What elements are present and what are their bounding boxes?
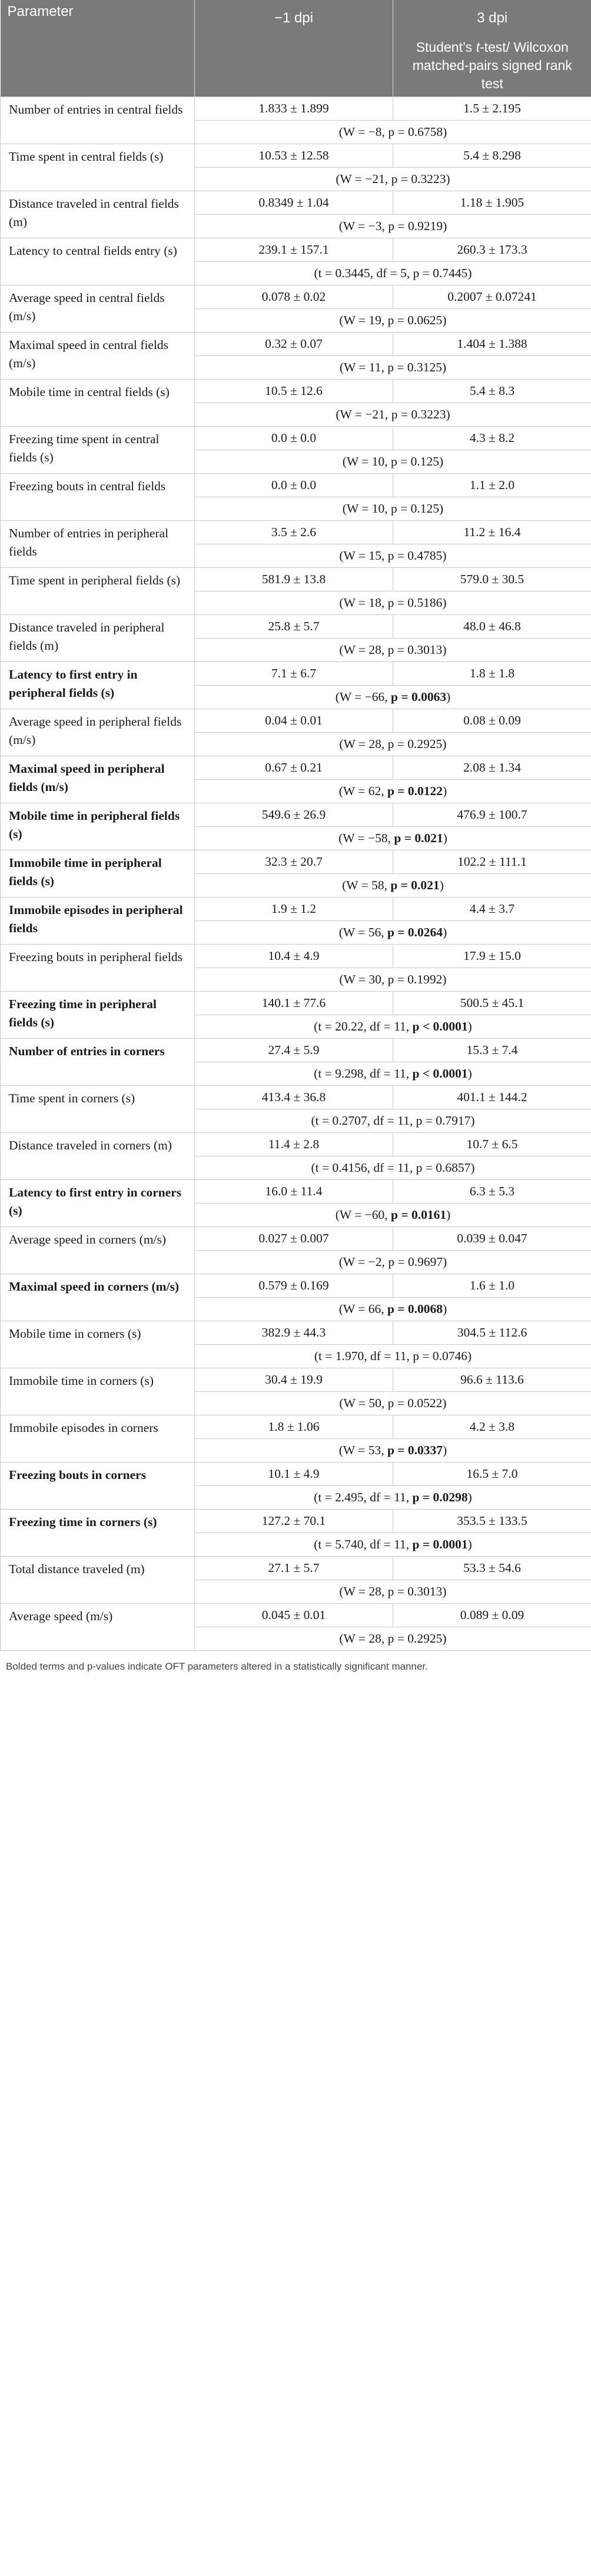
test-statistic-close: ) (467, 1348, 472, 1363)
test-statistic-text: (W = 58, (342, 877, 391, 892)
parameter-label: Average speed in central fields (m/s) (1, 285, 195, 332)
test-statistic-close: ) (467, 1490, 472, 1504)
value-minus1-dpi: 549.6 ± 26.9 (195, 803, 393, 826)
test-statistic-close: ) (442, 1631, 447, 1646)
p-value: p = 0.9219 (388, 218, 443, 233)
p-value: p = 0.3013 (387, 1584, 443, 1598)
test-statistic (195, 1297, 591, 1321)
table-row (1, 191, 591, 214)
value-3-dpi: 4.3 ± 8.2 (393, 426, 591, 450)
table-row (1, 285, 591, 308)
p-value: p = 0.0063 (391, 689, 447, 704)
value-3-dpi: 1.5 ± 2.195 (393, 97, 591, 120)
test-statistic-text: (t = 1.970, df = 11, (314, 1348, 413, 1363)
value-minus1-dpi: 10.53 ± 12.58 (195, 144, 393, 167)
table-row (1, 238, 591, 261)
table-row (1, 897, 591, 920)
test-statistic-text: (W = 66, (338, 1301, 387, 1316)
test-statistic-close: ) (442, 548, 447, 563)
table-row (1, 1274, 591, 1297)
value-3-dpi: 4.4 ± 3.7 (393, 897, 591, 920)
parameter-label: Freezing time in corners (s) (1, 1509, 195, 1556)
test-statistic (195, 1485, 591, 1509)
value-minus1-dpi: 32.3 ± 20.7 (195, 850, 393, 873)
value-minus1-dpi: 0.0 ± 0.0 (195, 426, 393, 450)
parameter-label: Mobile time in corners (s) (1, 1321, 195, 1368)
test-statistic-close: ) (442, 313, 447, 327)
value-minus1-dpi: 10.5 ± 12.6 (195, 379, 393, 403)
value-minus1-dpi: 25.8 ± 5.7 (195, 614, 393, 638)
test-statistic-close: ) (446, 1207, 451, 1222)
parameter-label: Number of entries in corners (1, 1038, 195, 1085)
test-statistic (195, 214, 591, 238)
test-statistic-text: (W = −58, (338, 830, 394, 845)
test-statistic (195, 1344, 591, 1368)
parameter-label: Time spent in corners (s) (1, 1085, 195, 1132)
p-value: p = 0.3013 (387, 642, 443, 657)
p-value: p = 0.0068 (387, 1301, 443, 1316)
test-statistic-text: (t = 0.3445, df = 5, (314, 265, 413, 280)
p-value: p = 0.125 (391, 501, 440, 516)
test-statistic-text: (W = −21, (336, 407, 391, 421)
p-value: p = 0.3125 (387, 360, 442, 374)
test-statistic-close: ) (443, 124, 447, 139)
table-row (1, 567, 591, 591)
p-value: p = 0.3223 (391, 407, 446, 421)
test-statistic-close: ) (442, 595, 447, 610)
table-body (1, 97, 591, 1650)
parameter-label: Number of entries in peripheral fields (1, 520, 195, 567)
table-footnote: Bolded terms and p-values indicate OFT parameters altered in a statistically significant manner. (6, 1660, 428, 1672)
p-value: p = 0.4785 (387, 548, 443, 563)
test-statistic-close: ) (442, 736, 447, 751)
value-minus1-dpi: 1.8 ± 1.06 (195, 1415, 393, 1438)
value-3-dpi: 11.2 ± 16.4 (393, 520, 591, 544)
test-statistic (195, 1391, 591, 1415)
table-row (1, 426, 591, 450)
test-statistic-text: (W = 53, (338, 1442, 387, 1457)
test-statistic-close: ) (443, 783, 447, 798)
value-minus1-dpi: 0.078 ± 0.02 (195, 285, 393, 308)
test-statistic (195, 167, 591, 191)
test-statistic-text: (W = 10, (342, 501, 391, 516)
p-value: p = 0.2925 (387, 1631, 443, 1646)
test-statistic-close: ) (467, 265, 472, 280)
test-statistic-close: ) (443, 1442, 447, 1457)
value-3-dpi: 1.404 ± 1.388 (393, 332, 591, 355)
test-statistic-close: ) (439, 501, 444, 516)
value-minus1-dpi: 0.579 ± 0.169 (195, 1274, 393, 1297)
test-statistic (195, 403, 591, 426)
value-3-dpi: 500.5 ± 45.1 (393, 991, 591, 1015)
test-statistic-text: (W = −8, (338, 124, 389, 139)
test-statistic (195, 1015, 591, 1038)
value-3-dpi: 260.3 ± 173.3 (393, 238, 591, 261)
value-3-dpi: 17.9 ± 15.0 (393, 944, 591, 968)
parameter-label: Average speed in peripheral fields (m/s) (1, 709, 195, 756)
table-row (1, 1132, 591, 1156)
test-statistic-text: (W = −3, (338, 218, 389, 233)
table-row (1, 1321, 591, 1344)
header-minus1-dpi: −1 dpi (195, 0, 393, 35)
test-statistic (195, 1156, 591, 1179)
test-statistic-close: ) (439, 877, 444, 892)
p-value: p = 0.0625 (387, 313, 443, 327)
table-row (1, 97, 591, 120)
test-statistic-close: ) (442, 1584, 447, 1598)
header-test-post: -test/ Wilcoxon matched-pairs signed rank test (412, 39, 572, 92)
table-row (1, 1603, 591, 1627)
test-statistic (195, 261, 591, 285)
test-statistic-text: (W = 15, (339, 548, 388, 563)
test-statistic (195, 1580, 591, 1603)
test-statistic (195, 308, 591, 332)
value-3-dpi: 304.5 ± 112.6 (393, 1321, 591, 1344)
test-statistic-close: ) (443, 925, 447, 939)
p-value: p = 0.0298 (412, 1490, 468, 1504)
test-statistic-text: (W = −60, (335, 1207, 391, 1222)
test-statistic-close: ) (446, 407, 450, 421)
p-value: p < 0.0001 (412, 1019, 468, 1033)
value-3-dpi: 0.08 ± 0.09 (393, 709, 591, 732)
test-statistic (195, 120, 591, 144)
test-statistic-text: (t = 9.298, df = 11, (314, 1066, 413, 1081)
parameter-label: Freezing time in peripheral fields (s) (1, 991, 195, 1038)
test-statistic-close: ) (470, 1113, 475, 1128)
value-minus1-dpi: 0.8349 ± 1.04 (195, 191, 393, 214)
value-minus1-dpi: 0.04 ± 0.01 (195, 709, 393, 732)
value-3-dpi: 401.1 ± 144.2 (393, 1085, 591, 1109)
table-row (1, 1085, 591, 1109)
header-test-t: t (476, 39, 480, 55)
table-row (1, 803, 591, 826)
value-3-dpi: 1.6 ± 1.0 (393, 1274, 591, 1297)
value-3-dpi: 1.1 ± 2.0 (393, 473, 591, 497)
value-minus1-dpi: 239.1 ± 157.1 (195, 238, 393, 261)
header-parameter: Parameter (1, 0, 195, 97)
test-statistic-close: ) (467, 1019, 472, 1033)
test-statistic (195, 1627, 591, 1650)
value-minus1-dpi: 3.5 ± 2.6 (195, 520, 393, 544)
value-3-dpi: 96.6 ± 113.6 (393, 1368, 591, 1391)
parameter-label: Immobile time in corners (s) (1, 1368, 195, 1415)
test-statistic-text: (t = 5.740, df = 11, (314, 1537, 413, 1551)
test-statistic-text: (W = 10, (342, 454, 391, 468)
parameter-label: Mobile time in peripheral fields (s) (1, 803, 195, 850)
test-statistic-text: (t = 20.22, df = 11, (314, 1019, 413, 1033)
p-value: p = 0.6758 (388, 124, 443, 139)
test-statistic-text: (W = 28, (339, 736, 388, 751)
table-row (1, 850, 591, 873)
value-3-dpi: 1.18 ± 1.905 (393, 191, 591, 214)
test-statistic-text: (W = 18, (339, 595, 388, 610)
parameter-label: Mobile time in central fields (s) (1, 379, 195, 426)
test-statistic-close: ) (446, 171, 450, 186)
table-row (1, 520, 591, 544)
test-statistic-text: (W = 56, (338, 925, 387, 939)
value-3-dpi: 10.7 ± 6.5 (393, 1132, 591, 1156)
p-value: p = 0.0337 (387, 1442, 443, 1457)
test-statistic-close: ) (443, 1254, 447, 1269)
value-3-dpi: 476.9 ± 100.7 (393, 803, 591, 826)
table-row (1, 1556, 591, 1580)
test-statistic-text: (W = −66, (335, 689, 391, 704)
value-minus1-dpi: 10.1 ± 4.9 (195, 1462, 393, 1485)
test-statistic-close: ) (467, 1066, 472, 1081)
test-statistic-text: (W = 11, (339, 360, 388, 374)
parameter-label: Freezing time spent in central fields (s) (1, 426, 195, 473)
test-statistic (195, 1250, 591, 1274)
header-test-pre: Student’s (416, 39, 476, 55)
table-header (1, 0, 591, 97)
value-3-dpi: 353.5 ± 133.5 (393, 1509, 591, 1533)
test-statistic-close: ) (443, 1301, 447, 1316)
test-statistic-text: (W = 50, (339, 1395, 388, 1410)
test-statistic (195, 1109, 591, 1132)
test-statistic-text: (W = 28, (339, 642, 388, 657)
table-row (1, 1509, 591, 1533)
test-statistic-close: ) (442, 1395, 447, 1410)
value-minus1-dpi: 1.833 ± 1.899 (195, 97, 393, 120)
test-statistic-close: ) (467, 1537, 472, 1551)
p-value: p < 0.0001 (412, 1066, 468, 1081)
value-minus1-dpi: 11.4 ± 2.8 (195, 1132, 393, 1156)
test-statistic-close: ) (442, 360, 447, 374)
value-minus1-dpi: 27.1 ± 5.7 (195, 1556, 393, 1580)
value-minus1-dpi: 140.1 ± 77.6 (195, 991, 393, 1015)
value-3-dpi: 0.039 ± 0.047 (393, 1226, 591, 1250)
test-statistic-text: (W = 28, (339, 1631, 388, 1646)
header-3-dpi: 3 dpi (393, 0, 591, 35)
table-row (1, 1038, 591, 1062)
p-value: p = 0.9697 (388, 1254, 443, 1269)
table-row (1, 614, 591, 638)
test-statistic-close: ) (443, 830, 447, 845)
parameter-label: Maximal speed in corners (m/s) (1, 1274, 195, 1321)
p-value: p = 0.0746 (413, 1348, 467, 1363)
value-minus1-dpi: 1.9 ± 1.2 (195, 897, 393, 920)
test-statistic-close: ) (446, 689, 451, 704)
header-blank (195, 35, 393, 97)
test-statistic (195, 873, 591, 897)
value-minus1-dpi: 0.027 ± 0.007 (195, 1226, 393, 1250)
parameter-label: Latency to first entry in corners (s) (1, 1179, 195, 1226)
value-3-dpi: 0.2007 ± 0.07241 (393, 285, 591, 308)
value-3-dpi: 4.2 ± 3.8 (393, 1415, 591, 1438)
test-statistic (195, 450, 591, 473)
test-statistic-close: ) (442, 972, 447, 986)
parameter-label: Immobile time in peripheral fields (s) (1, 850, 195, 897)
test-statistic-text: (t = 0.4156, df = 11, (311, 1160, 416, 1175)
parameter-label: Distance traveled in central fields (m) (1, 191, 195, 238)
table-row (1, 756, 591, 779)
test-statistic-text: (t = 0.2707, df = 11, (311, 1113, 416, 1128)
test-statistic-close: ) (439, 454, 444, 468)
parameter-label: Latency to first entry in peripheral fields (s) (1, 662, 195, 709)
value-3-dpi: 2.08 ± 1.34 (393, 756, 591, 779)
table-row (1, 1179, 591, 1203)
table-row (1, 144, 591, 167)
value-3-dpi: 5.4 ± 8.3 (393, 379, 591, 403)
p-value: p = 0.0522 (387, 1395, 443, 1410)
value-3-dpi: 102.2 ± 111.1 (393, 850, 591, 873)
value-minus1-dpi: 581.9 ± 13.8 (195, 567, 393, 591)
value-minus1-dpi: 382.9 ± 44.3 (195, 1321, 393, 1344)
parameter-label: Distance traveled in peripheral fields (m) (1, 614, 195, 662)
test-statistic (195, 920, 591, 944)
parameter-label: Time spent in peripheral fields (s) (1, 567, 195, 614)
parameter-label: Number of entries in central fields (1, 97, 195, 144)
table-row (1, 709, 591, 732)
p-value: p = 0.2925 (387, 736, 443, 751)
parameter-label: Distance traveled in corners (m) (1, 1132, 195, 1179)
p-value: p = 0.125 (391, 454, 440, 468)
p-value: p = 0.0001 (412, 1537, 468, 1551)
parameter-label: Latency to central fields entry (s) (1, 238, 195, 285)
table-row (1, 944, 591, 968)
parameter-label: Immobile episodes in corners (1, 1415, 195, 1462)
value-minus1-dpi: 0.0 ± 0.0 (195, 473, 393, 497)
test-statistic (195, 968, 591, 991)
test-statistic-text: (W = 62, (338, 783, 387, 798)
value-minus1-dpi: 0.045 ± 0.01 (195, 1603, 393, 1627)
p-value: p = 0.0161 (391, 1207, 447, 1222)
value-minus1-dpi: 413.4 ± 36.8 (195, 1085, 393, 1109)
table-row (1, 1368, 591, 1391)
value-3-dpi: 48.0 ± 46.8 (393, 614, 591, 638)
parameter-label: Freezing bouts in peripheral fields (1, 944, 195, 991)
test-statistic-close: ) (470, 1160, 475, 1175)
test-statistic-text: (W = −21, (336, 171, 391, 186)
p-value: p = 0.021 (394, 830, 443, 845)
test-statistic-close: ) (442, 642, 447, 657)
test-statistic-text: (W = 28, (339, 1584, 388, 1598)
value-3-dpi: 0.089 ± 0.09 (393, 1603, 591, 1627)
test-statistic (195, 826, 591, 850)
value-minus1-dpi: 0.67 ± 0.21 (195, 756, 393, 779)
test-statistic (195, 779, 591, 803)
parameter-label: Average speed in corners (m/s) (1, 1226, 195, 1274)
test-statistic (195, 1533, 591, 1556)
test-statistic-text: (W = −2, (338, 1254, 389, 1269)
p-value: p = 0.0264 (387, 925, 443, 939)
p-value: p = 0.3223 (391, 171, 446, 186)
p-value: p = 0.7445 (413, 265, 468, 280)
value-minus1-dpi: 7.1 ± 6.7 (195, 662, 393, 685)
test-statistic (195, 638, 591, 662)
parameter-label: Freezing bouts in corners (1, 1462, 195, 1509)
table-row (1, 1415, 591, 1438)
test-statistic-text: (t = 2.495, df = 11, (314, 1490, 413, 1504)
value-minus1-dpi: 27.4 ± 5.9 (195, 1038, 393, 1062)
test-statistic (195, 591, 591, 614)
test-statistic-close: ) (443, 218, 447, 233)
table-row (1, 332, 591, 355)
value-3-dpi: 16.5 ± 7.0 (393, 1462, 591, 1485)
test-statistic (195, 1062, 591, 1085)
parameter-label: Maximal speed in central fields (m/s) (1, 332, 195, 379)
table-row (1, 662, 591, 685)
p-value: p = 0.6857 (416, 1160, 471, 1175)
value-minus1-dpi: 10.4 ± 4.9 (195, 944, 393, 968)
test-statistic (195, 497, 591, 520)
test-statistic-text: (W = 19, (339, 313, 388, 327)
value-3-dpi: 6.3 ± 5.3 (393, 1179, 591, 1203)
p-value: p = 0.5186 (387, 595, 443, 610)
p-value: p = 0.021 (390, 877, 440, 892)
test-statistic (195, 685, 591, 709)
table-row (1, 1462, 591, 1485)
table-row (1, 991, 591, 1015)
table-row (1, 473, 591, 497)
p-value: p = 0.1992 (387, 972, 443, 986)
p-value: p = 0.0122 (387, 783, 443, 798)
test-statistic (195, 732, 591, 756)
parameter-label: Maximal speed in peripheral fields (m/s) (1, 756, 195, 803)
value-minus1-dpi: 0.32 ± 0.07 (195, 332, 393, 355)
value-3-dpi: 5.4 ± 8.298 (393, 144, 591, 167)
parameter-label: Freezing bouts in central fields (1, 473, 195, 520)
test-statistic (195, 1438, 591, 1462)
test-statistic (195, 1203, 591, 1226)
value-minus1-dpi: 30.4 ± 19.9 (195, 1368, 393, 1391)
table-row (1, 1226, 591, 1250)
parameter-label: Total distance traveled (m) (1, 1556, 195, 1603)
value-3-dpi: 53.3 ± 54.6 (393, 1556, 591, 1580)
value-3-dpi: 1.8 ± 1.8 (393, 662, 591, 685)
parameter-label: Average speed (m/s) (1, 1603, 195, 1650)
test-statistic (195, 544, 591, 567)
test-statistic (195, 355, 591, 379)
value-minus1-dpi: 127.2 ± 70.1 (195, 1509, 393, 1533)
value-minus1-dpi: 16.0 ± 11.4 (195, 1179, 393, 1203)
value-3-dpi: 15.3 ± 7.4 (393, 1038, 591, 1062)
value-3-dpi: 579.0 ± 30.5 (393, 567, 591, 591)
header-test-name (393, 35, 591, 97)
parameter-label: Time spent in central fields (s) (1, 144, 195, 191)
table-row (1, 379, 591, 403)
parameter-label: Immobile episodes in peripheral fields (1, 897, 195, 944)
test-statistic-text: (W = 30, (339, 972, 388, 986)
p-value: p = 0.7917 (416, 1113, 471, 1128)
